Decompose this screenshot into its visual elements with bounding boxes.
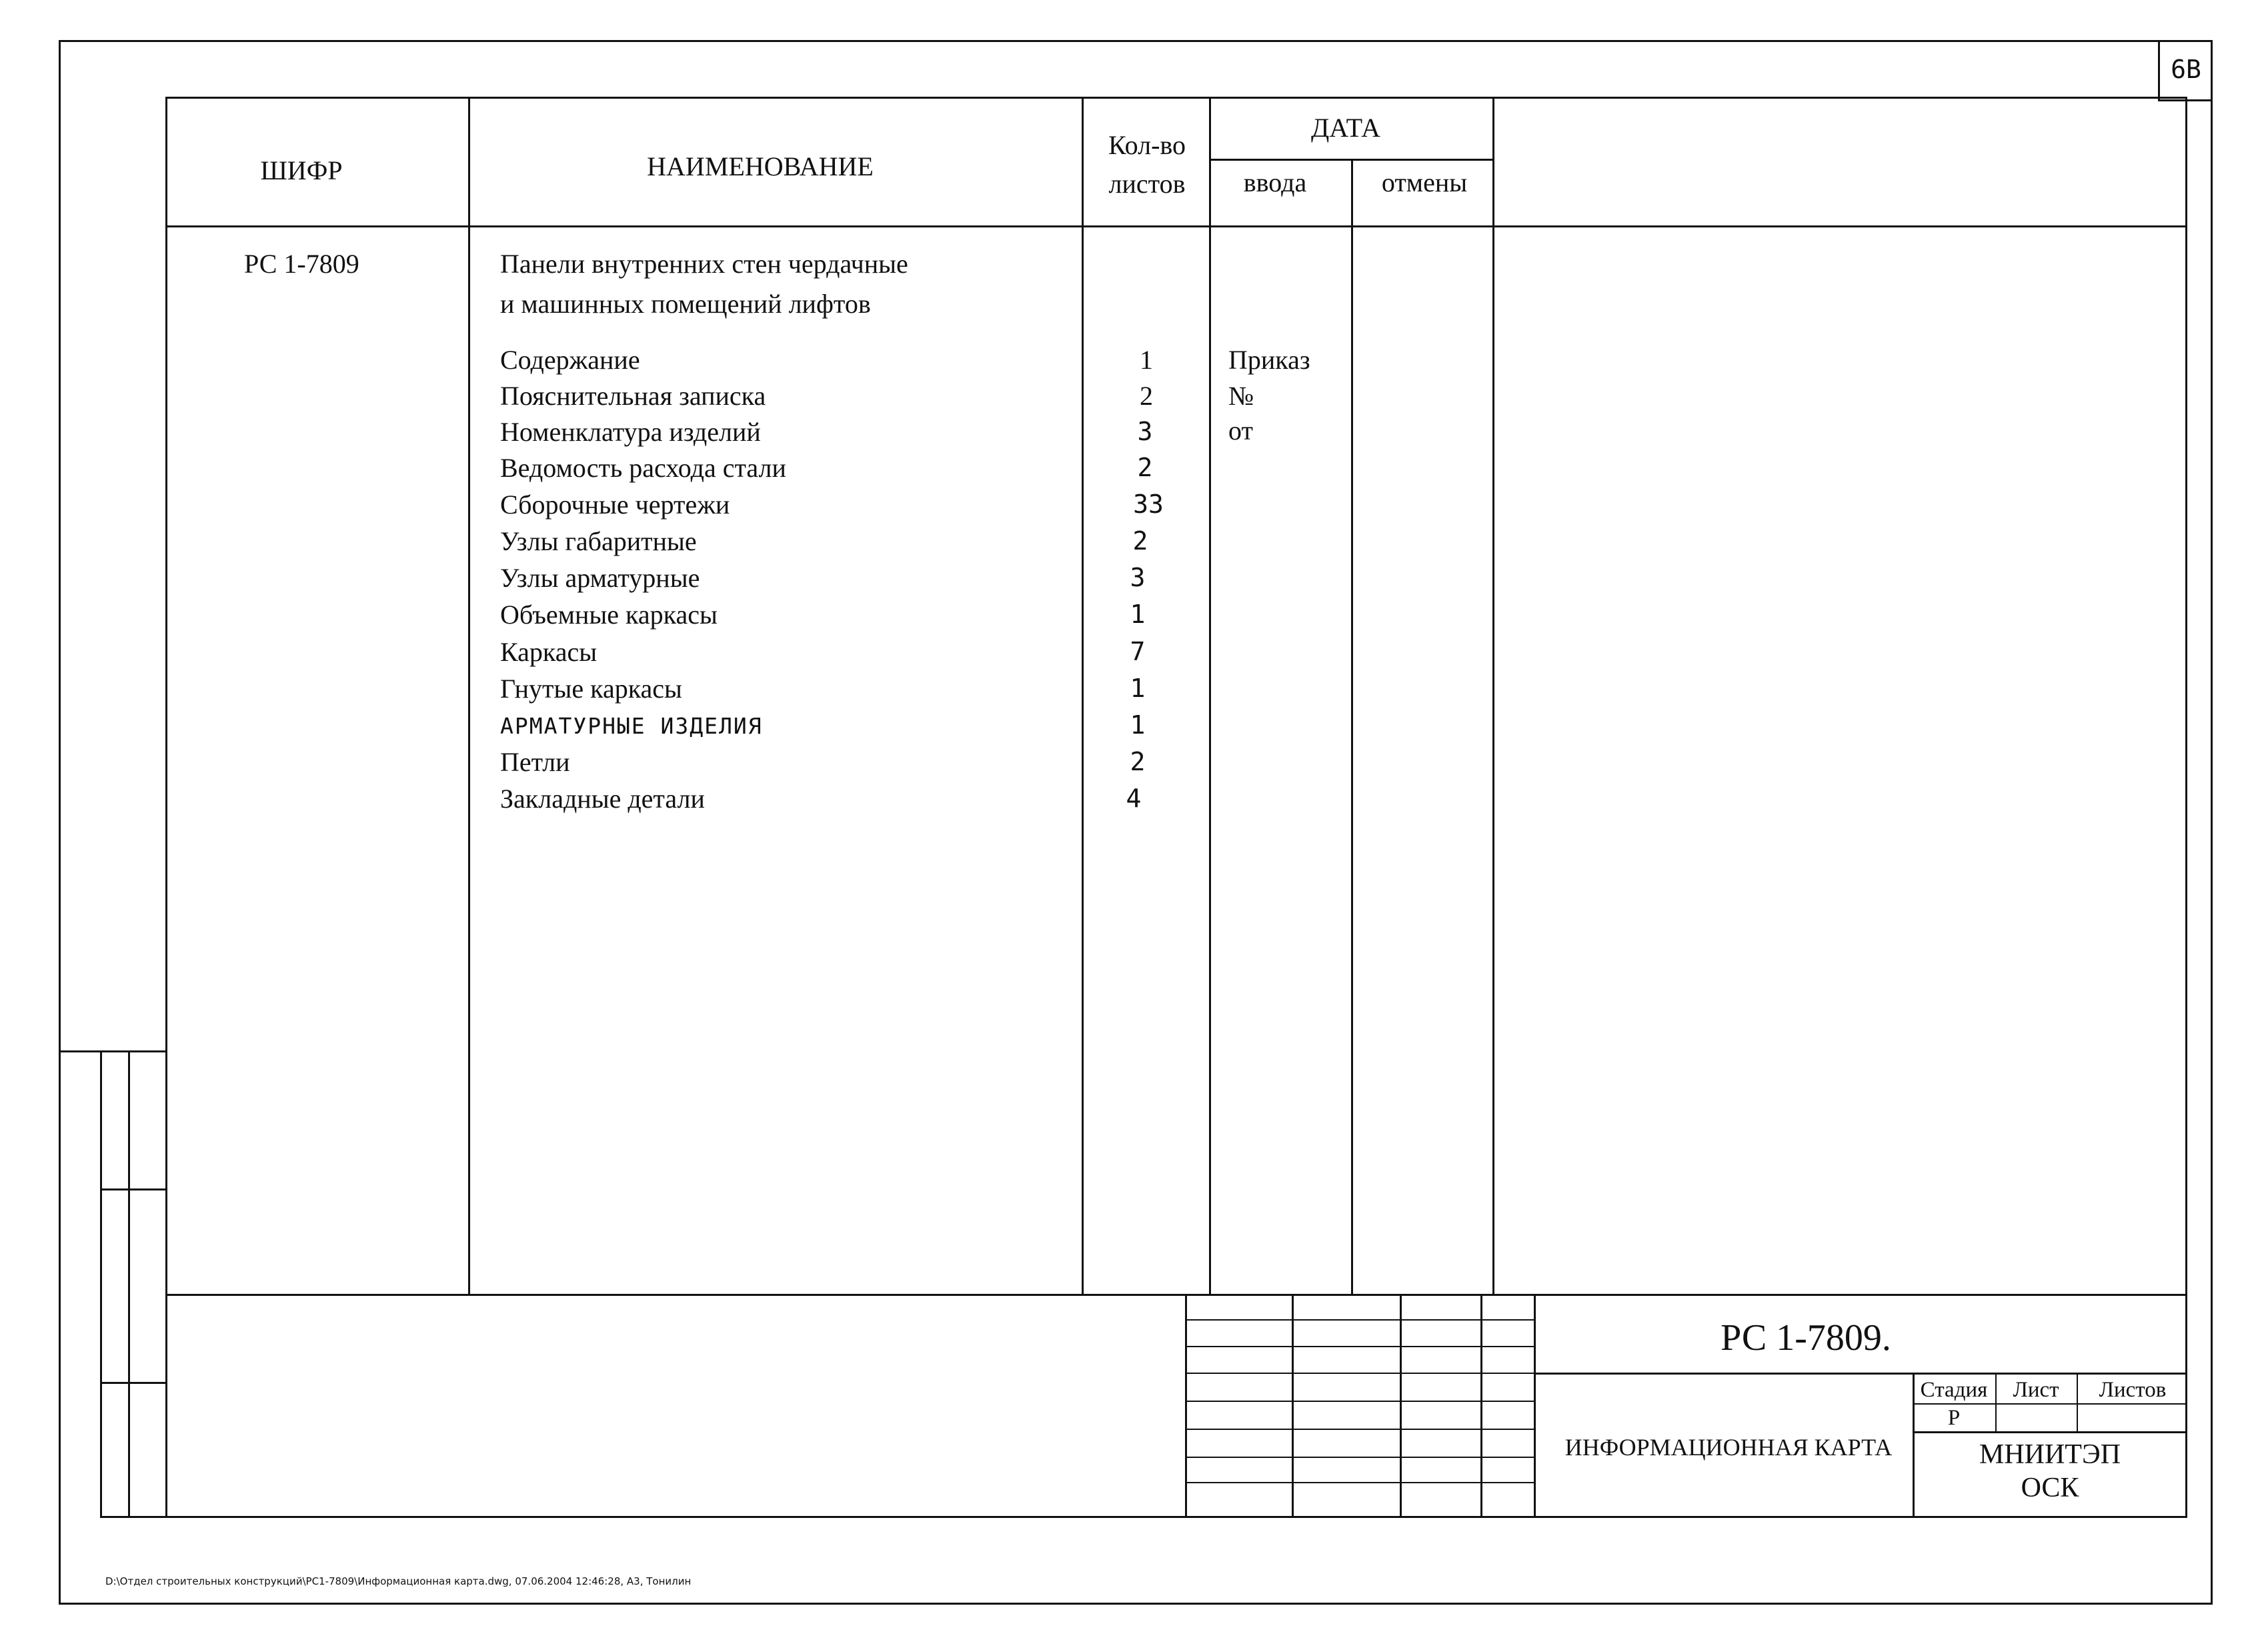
rev-grid-row bbox=[1185, 1373, 1535, 1374]
list-item-name: Сборочные чертежи bbox=[500, 490, 730, 520]
col-divider-count bbox=[1209, 97, 1211, 1295]
list-item-name: Петли bbox=[500, 747, 570, 777]
list-item-name: Содержание bbox=[500, 345, 640, 375]
list-item-name: АРМАТУРНЫЕ ИЗДЕЛИЯ bbox=[500, 713, 763, 739]
date-column-header: ДАТА bbox=[1311, 113, 1380, 143]
binding-strip-divider-1 bbox=[100, 1188, 167, 1190]
count-column-header-line2: листов bbox=[1108, 169, 1186, 199]
rev-grid-row bbox=[1185, 1346, 1535, 1347]
code-column-header: ШИФР bbox=[260, 155, 343, 185]
col-divider-date-cancel bbox=[1492, 97, 1494, 1295]
list-item-sheets: 1 bbox=[1130, 600, 1146, 629]
stamp-stage-divider bbox=[1995, 1373, 1997, 1431]
list-item-name: Гнутые каркасы bbox=[500, 674, 682, 704]
list-item-sheets: 7 bbox=[1130, 637, 1146, 666]
document-designation: РС 1-7809. bbox=[1721, 1317, 1891, 1359]
list-item-sheets: 3 bbox=[1137, 417, 1153, 446]
list-item-sheets: 2 bbox=[1130, 747, 1146, 776]
entry-title-line2: и машинных помещений лифтов bbox=[500, 289, 871, 319]
stage-value: Р bbox=[1947, 1406, 1961, 1430]
binding-strip-line-2 bbox=[128, 1050, 130, 1517]
list-item-name: Пояснительная записка bbox=[500, 381, 766, 411]
list-item-name: Каркасы bbox=[500, 637, 598, 667]
order-line1: Приказ bbox=[1228, 345, 1310, 375]
name-column-header: НАИМЕНОВАНИЕ bbox=[647, 151, 874, 181]
organization-line2: ОСК bbox=[2021, 1473, 2079, 1503]
stamp-values-line bbox=[1913, 1431, 2187, 1433]
list-item-name: Узлы арматурные bbox=[500, 563, 700, 593]
rev-grid-row bbox=[1185, 1482, 1535, 1483]
rev-grid-row bbox=[1185, 1319, 1535, 1321]
rev-grid-line-2 bbox=[1292, 1294, 1294, 1518]
list-item-name: Номенклатура изделий bbox=[500, 417, 761, 447]
rev-grid-row bbox=[1185, 1401, 1535, 1402]
list-item-name: Объемные каркасы bbox=[500, 600, 718, 630]
rev-grid-row bbox=[1185, 1429, 1535, 1430]
stamp-designation-line bbox=[1534, 1373, 2187, 1375]
organization-line1: МНИИТЭП bbox=[1979, 1439, 2121, 1470]
stamp-labels-line bbox=[1913, 1403, 2187, 1405]
list-item-name: Ведомость расхода стали bbox=[500, 453, 786, 483]
list-item-sheets: 3 bbox=[1130, 563, 1146, 592]
list-item-sheets: 33 bbox=[1133, 490, 1164, 519]
document-title: ИНФОРМАЦИОННАЯ КАРТА bbox=[1564, 1434, 1893, 1461]
col-divider-code bbox=[468, 97, 470, 1295]
title-block-top-line bbox=[165, 1294, 2187, 1296]
sheet-label: Лист bbox=[2013, 1378, 2059, 1402]
order-line2: № bbox=[1228, 381, 1254, 411]
binding-strip-top bbox=[59, 1050, 167, 1052]
stamp-divider bbox=[1913, 1373, 1915, 1518]
col-divider-date-input bbox=[1351, 159, 1353, 1295]
rev-grid-line-1 bbox=[1185, 1294, 1187, 1518]
stage-label: Стадия bbox=[1920, 1378, 1988, 1402]
date-input-header: ввода bbox=[1243, 167, 1307, 197]
list-item-sheets: 2 bbox=[1140, 381, 1153, 411]
rev-grid-line-4 bbox=[1480, 1294, 1482, 1518]
entry-code: РС 1-7809 bbox=[244, 249, 359, 279]
date-cancel-header: отмены bbox=[1381, 167, 1468, 197]
sheets-label: Листов bbox=[2099, 1378, 2167, 1402]
list-item-sheets: 1 bbox=[1140, 345, 1153, 375]
col-divider-name bbox=[1082, 97, 1084, 1295]
entry-title-line1: Панели внутренних стен чердачные bbox=[500, 249, 908, 279]
list-item-name: Закладные детали bbox=[500, 784, 705, 814]
binding-strip-divider-2 bbox=[100, 1382, 167, 1384]
list-item-sheets: 1 bbox=[1130, 710, 1146, 740]
list-item-sheets: 4 bbox=[1126, 784, 1142, 813]
count-column-header-line1: Кол-во bbox=[1108, 130, 1186, 160]
sheet-number: 6В bbox=[2171, 55, 2201, 84]
rev-grid-row bbox=[1185, 1457, 1535, 1458]
stamp-sheet-divider bbox=[2077, 1373, 2078, 1431]
list-item-sheets: 1 bbox=[1130, 674, 1146, 703]
order-line3: от bbox=[1228, 416, 1253, 446]
rev-grid-line-3 bbox=[1400, 1294, 1402, 1518]
binding-strip-bottom bbox=[100, 1516, 167, 1518]
list-item-sheets: 2 bbox=[1132, 526, 1148, 556]
binding-strip-line-1 bbox=[100, 1050, 102, 1517]
list-item-name: Узлы габаритные bbox=[500, 526, 697, 556]
list-item-sheets: 2 bbox=[1137, 453, 1153, 482]
file-path-footer: D:\Отдел строительных конструкций\РС1-7809\Информационная карта.dwg, 07.06.2004 12:46:28, A3, Тонилин bbox=[105, 1575, 692, 1587]
rev-grid-line-5 bbox=[1534, 1294, 1536, 1518]
